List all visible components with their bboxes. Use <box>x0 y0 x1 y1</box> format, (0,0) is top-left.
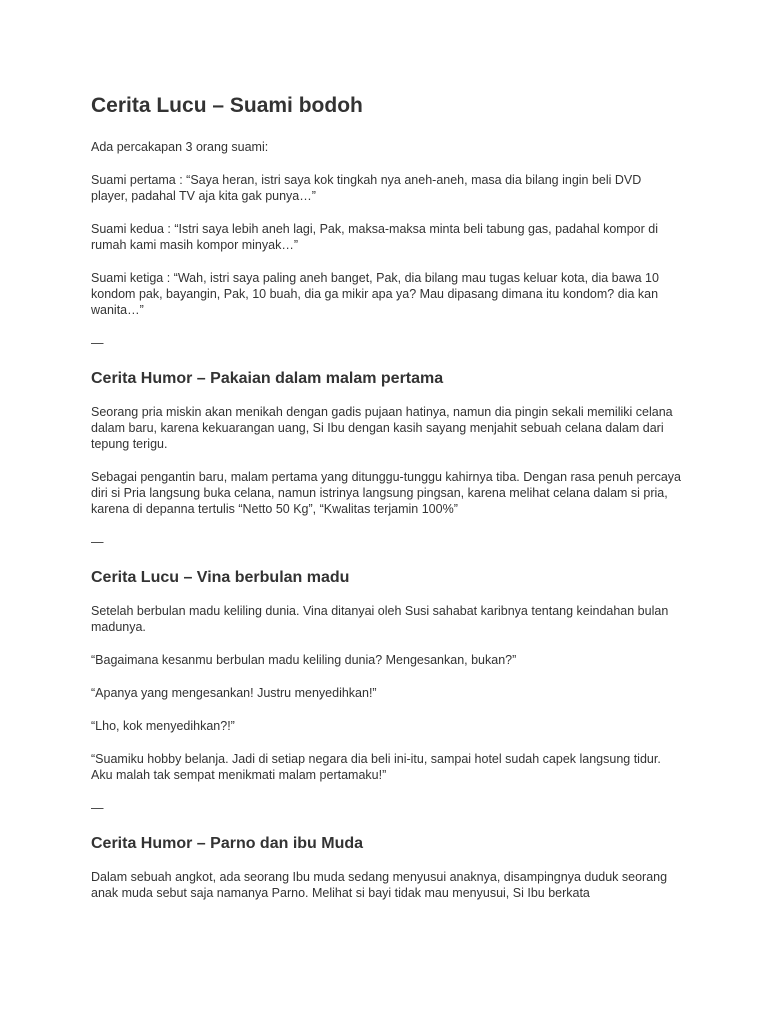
paragraph: Suami pertama : “Saya heran, istri saya kok tingkah nya aneh-aneh, masa dia bilang ingin beli DVD player, padahal TV aja kita gak punya…” <box>91 173 642 203</box>
paragraph: “Suamiku hobby belanja. Jadi di setiap negara dia beli ini-itu, sampai hotel sudah capek langsung tidur. Aku malah tak sempat menikmati malam pertamaku!” <box>91 752 661 782</box>
story-suami-bodoh <box>91 92 681 351</box>
section-heading: Cerita Humor – Parno dan ibu Muda <box>91 835 364 852</box>
paragraph: Seorang pria miskin akan menikah dengan gadis pujaan hatinya, namun dia pingin sekali memiliki celana dalam baru, karena kekuarangan uang, Si Ibu dengan kasih sayang menjahit sebuah celana dalam dari tepung terigu. <box>91 405 673 451</box>
paragraph: “Bagaimana kesanmu berbulan madu keliling dunia? Mengesankan, bukan?” <box>91 653 517 667</box>
section-separator: — <box>91 535 104 549</box>
section-heading: Cerita Humor – Pakaian dalam malam pertama <box>91 370 444 387</box>
story-parno-ibu-muda <box>91 833 681 901</box>
paragraph: Ada percakapan 3 orang suami: <box>91 140 269 154</box>
story-pakaian-dalam <box>91 368 681 550</box>
paragraph: Setelah berbulan madu keliling dunia. Vina ditanyai oleh Susi sahabat karibnya tentang keindahan bulan madunya. <box>91 604 669 634</box>
section-separator: — <box>91 336 104 350</box>
paragraph: Suami kedua : “Istri saya lebih aneh lagi, Pak, maksa-maksa minta beli tabung gas, padahal kompor di rumah kami masih kompor minyak…” <box>91 222 658 252</box>
paragraph: Suami ketiga : “Wah, istri saya paling aneh banget, Pak, dia bilang mau tugas keluar kota, dia bawa 10 kondom pak, bayangin, Pak, 10 buah, dia ga mikir apa ya? Mau dipasang dimana itu kondom? dia kan wanita…” <box>91 271 659 317</box>
story-vina-bulan-madu <box>91 567 681 816</box>
paragraph: “Apanya yang mengesankan! Justru menyedihkan!” <box>91 686 377 700</box>
section-separator: — <box>91 801 104 815</box>
document-page <box>91 92 681 918</box>
paragraph: Dalam sebuah angkot, ada seorang Ibu muda sedang menyusui anaknya, disampingnya duduk seorang anak muda sebut saja namanya Parno. Melihat si bayi tidak mau menyusui, Si Ibu berkata <box>91 870 668 900</box>
section-heading: Cerita Lucu – Vina berbulan madu <box>91 569 350 586</box>
paragraph: Sebagai pengantin baru, malam pertama yang ditunggu-tunggu kahirnya tiba. Dengan rasa penuh percaya diri si Pria langsung buka celana, namun istrinya langsung pingsan, karena melihat celana dalam si pria, karena di depanna tertulis “Netto 50 Kg”, “Kwalitas terjamin 100%” <box>91 470 681 516</box>
paragraph: “Lho, kok menyedihkan?!” <box>91 719 235 733</box>
page-title: Cerita Lucu – Suami bodoh <box>91 94 363 117</box>
